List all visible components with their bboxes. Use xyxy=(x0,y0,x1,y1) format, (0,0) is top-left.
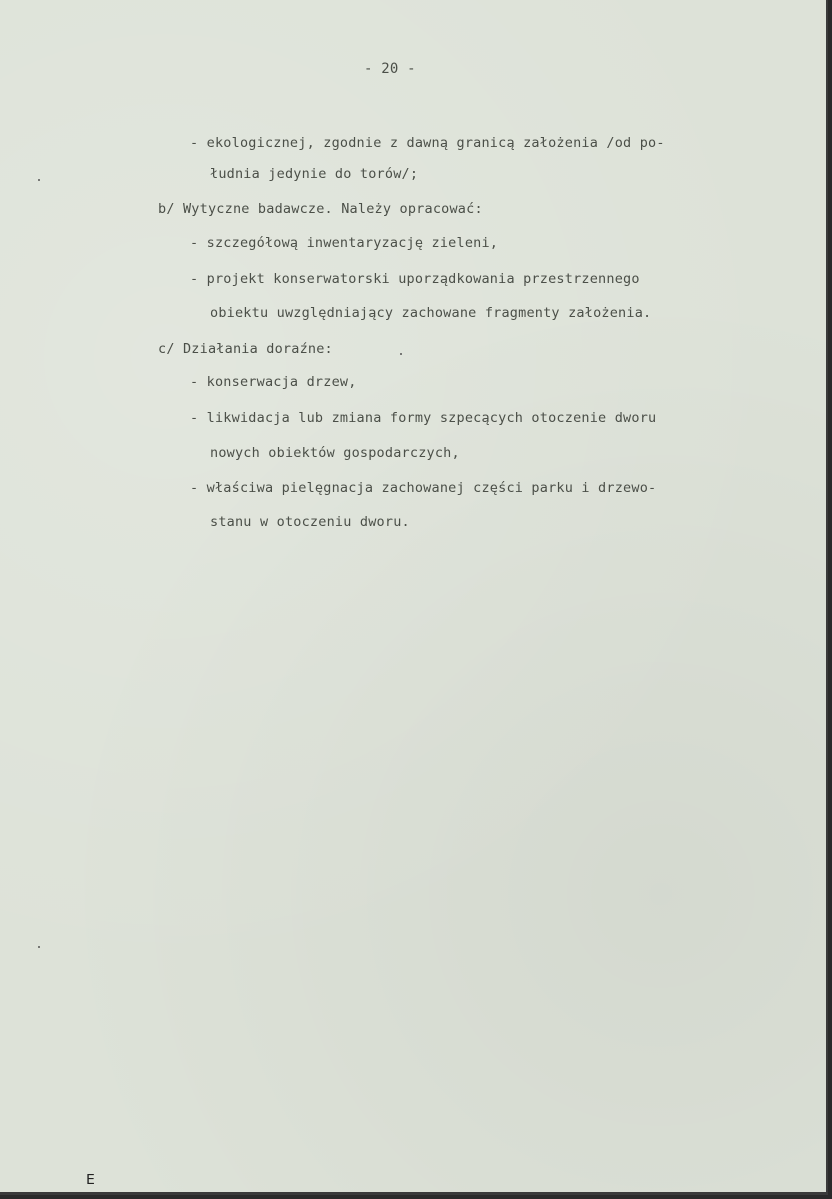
text-line-10: nowych obiektów gospodarczych, xyxy=(210,445,460,461)
text-line-5: - projekt konserwatorski uporządkowania przestrzennego xyxy=(190,271,640,287)
page-number: - 20 - xyxy=(364,61,416,77)
text-line-12: stanu w otoczeniu dworu. xyxy=(210,514,410,530)
text-line-2: łudnia jedynie do torów/; xyxy=(210,166,419,182)
corner-mark: ⴹ xyxy=(86,1172,95,1188)
speck-mark xyxy=(38,946,40,948)
text-line-4: - szczegółową inwentaryzację zieleni, xyxy=(190,235,499,251)
text-line-11: - właściwa pielęgnacja zachowanej części parku i drzewo- xyxy=(190,480,657,496)
text-line-7: c/ Działania doraźne: xyxy=(158,341,333,357)
speck-mark xyxy=(400,353,402,355)
speck-mark xyxy=(38,179,40,181)
text-line-3: b/ Wytyczne badawcze. Należy opracować: xyxy=(158,201,483,217)
text-line-9: - likwidacja lub zmiana formy szpecących otoczenie dworu xyxy=(190,410,657,426)
text-line-6: obiektu uwzględniający zachowane fragmenty założenia. xyxy=(210,305,652,321)
text-line-1: - ekologicznej, zgodnie z dawną granicą założenia /od po- xyxy=(190,135,665,151)
text-line-8: - konserwacja drzew, xyxy=(190,374,357,390)
